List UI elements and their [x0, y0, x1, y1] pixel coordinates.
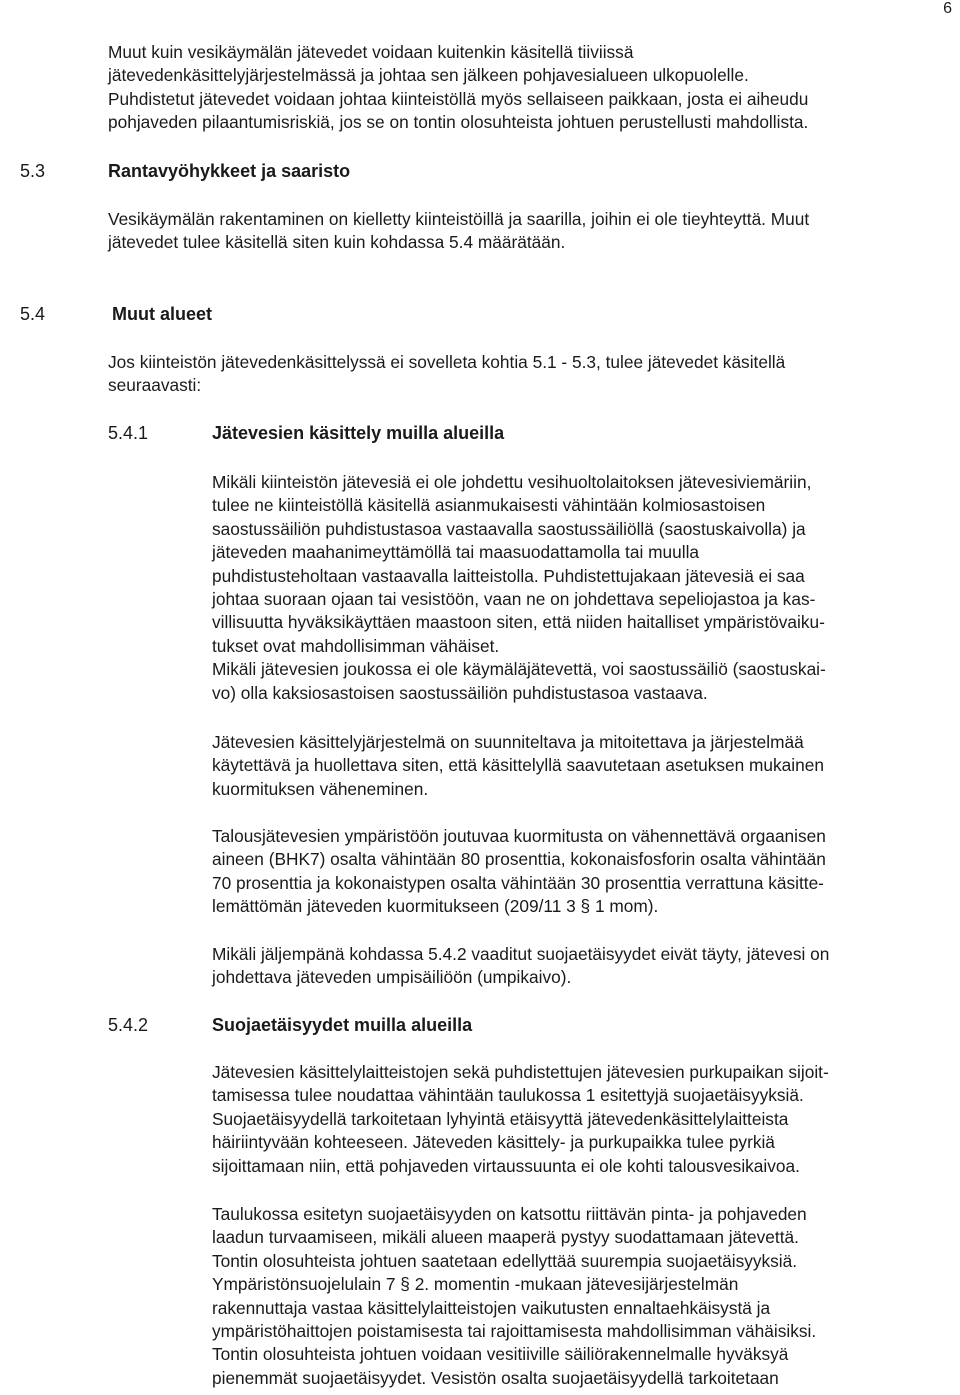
text-line: Muut kuin vesikäymälän jätevedet voidaan kuitenkin käsitellä tiiviissä [108, 42, 634, 62]
text-line: Talousjätevesien ympäristöön joutuvaa kuormitusta on vähennettävä orgaanisen [212, 826, 826, 846]
text-line: ympäristöhaittojen poistamisesta tai rajoittamisesta mahdollisimman vähäisiksi. [212, 1321, 817, 1342]
text-line: seuraavasti: [108, 375, 202, 396]
text-line: Mikäli jäljempänä kohdassa 5.4.2 vaaditut suojaetäisyydet eivät täyty, jätevesi on [212, 944, 830, 964]
text-line: häiriintyvään kohteeseen. Jäteveden käsittely- ja purkupaikka tulee pyrkiä [212, 1132, 775, 1153]
section-5-4-1-paragraph-4 [212, 943, 829, 990]
text-line: Mikäli kiinteistön jätevesiä ei ole johdettu vesihuoltolaitoksen jätevesiviemäriin, [212, 472, 812, 492]
text-line: käytettävä ja huollettava siten, että käsittelyllä saavutetaan asetuksen mukainen [212, 755, 824, 776]
section-title: Muut alueet [112, 304, 213, 324]
text-line: Jätevesien käsittelyjärjestelmä on suunniteltava ja mitoitettava ja järjestelmää [212, 732, 804, 752]
heading-5-4-1 [108, 422, 708, 446]
page-number: 6 [943, 0, 952, 17]
section-5-4-1-paragraph-3 [212, 825, 826, 919]
section-title: Rantavyöhykkeet ja saaristo [108, 161, 351, 181]
text-line: jätevedet tulee käsitellä siten kuin kohdassa 5.4 määrätään. [108, 232, 566, 253]
text-line: jäteveden maahanimeyttämöllä tai maasuodattamolla tai muulla [212, 542, 700, 563]
section-5-4-2-paragraph-1 [212, 1061, 829, 1178]
text-line: tukset ovat mahdollisimman vähäiset. [212, 635, 500, 656]
text-line: 70 prosenttia ja kokonaistypen osalta vähintään 30 prosenttia verrattuna käsitte- [212, 872, 824, 893]
text-line: tamisessa tulee noudattaa vähintään taulukossa 1 esitettyjä suojaetäisyyksiä. [212, 1085, 804, 1106]
section-5-4-1-paragraph-1 [212, 471, 826, 705]
text-line: saostussäiliön puhdistustasoa vastaavalla saostussäiliöllä (saostuskaivolla) ja [212, 518, 806, 539]
text-line: puhdistusteholtaan vastaavalla laitteistolla. Puhdistettujakaan jätevesiä ei saa [212, 565, 805, 586]
heading-5-4 [20, 303, 620, 327]
text-line: Taulukossa esitetyn suojaetäisyyden on katsottu riittävän pinta- ja pohjaveden [212, 1204, 807, 1224]
text-line: pienemmät suojaetäisyydet. Vesistön osalta suojaetäisyydellä tarkoitetaan [212, 1367, 779, 1388]
section-number: 5.4.2 [108, 1015, 149, 1035]
text-line: tulee ne kiinteistöllä käsitellä asianmukaisesti vähintään kolmiosastoisen [212, 495, 766, 516]
text-line: Tontin olosuhteista johtuen voidaan vesitiiville säiliörakennelmalle hyväksyä [212, 1344, 789, 1365]
section-number: 5.3 [20, 161, 46, 181]
section-5-4-2-paragraph-2 [212, 1203, 816, 1390]
text-line: vo) olla kaksiosastoisen saostussäiliön puhdistustasoa vastaava. [212, 682, 708, 703]
section-5-4-body [108, 351, 785, 398]
text-line: lemättömän jäteveden kuormitukseen (209/11 3 § 1 mom). [212, 896, 659, 917]
text-line: jätevedenkäsittelyjärjestelmässä ja johtaa sen jälkeen pohjavesialueen ulkopuolelle. [108, 65, 749, 86]
intro-paragraph [108, 41, 808, 135]
text-line: johtaa suoraan ojaan tai vesistöön, vaan ne on johdettava sepeliojastoa ja kas- [212, 589, 816, 610]
text-line: villisuutta hyväksikäyttäen maastoon siten, että niiden haitalliset ympäristövaiku- [212, 612, 825, 633]
section-5-4-1-paragraph-2 [212, 731, 824, 801]
section-5-3-body [108, 208, 809, 255]
text-line: Mikäli jätevesien joukossa ei ole käymäläjätevettä, voi saostussäiliö (saostuskai- [212, 659, 826, 680]
text-line: Tontin olosuhteista johtuen saatetaan edellyttää suurempia suojaetäisyyksiä. [212, 1250, 798, 1271]
text-line: Jätevesien käsittelylaitteistojen sekä puhdistettujen jätevesien purkupaikan sijoit- [212, 1062, 829, 1082]
text-line: sijoittamaan niin, että pohjaveden virtaussuunta ei ole kohti talousvesikaivoa. [212, 1155, 800, 1176]
text-line: Puhdistetut jätevedet voidaan johtaa kiinteistöllä myös sellaiseen paikkaan, josta ei aiheudu [108, 88, 809, 109]
heading-5-3 [20, 160, 620, 184]
section-title: Jätevesien käsittely muilla alueilla [212, 423, 505, 443]
text-line: aineen (BHK7) osalta vähintään 80 prosenttia, kokonaisfosforin osalta vähintään [212, 849, 826, 870]
text-line: laadun turvaamiseen, mikäli alueen maaperä pystyy suodattamaan jätevettä. [212, 1227, 799, 1248]
section-title: Suojaetäisyydet muilla alueilla [212, 1015, 473, 1035]
section-number: 5.4.1 [108, 423, 149, 443]
text-line: Jos kiinteistön jätevedenkäsittelyssä ei sovelleta kohtia 5.1 - 5.3, tulee jätevedet käsitellä [108, 352, 786, 372]
text-line: kuormituksen väheneminen. [212, 778, 429, 799]
text-line: rakennuttaja vastaa käsittelylaitteistojen vaikutusten ennaltaehkäisystä ja [212, 1297, 771, 1318]
text-line: Ympäristönsuojelulain 7 § 2. momentin -mukaan jätevesijärjestelmän [212, 1274, 739, 1295]
section-number: 5.4 [20, 304, 46, 324]
text-line: Suojaetäisyydellä tarkoitetaan lyhyintä etäisyyttä jätevedenkäsittelylaitteista [212, 1108, 789, 1129]
text-line: pohjaveden pilaantumisriskiä, jos se on tontin olosuhteista johtuen perustellusti mahdollista. [108, 112, 809, 133]
text-line: Vesikäymälän rakentaminen on kielletty kiinteistöillä ja saarilla, joihin ei ole tieyhteyttä. Muut [108, 209, 810, 229]
text-line: johdettava jäteveden umpisäiliöön (umpikaivo). [212, 967, 572, 988]
heading-5-4-2 [108, 1014, 708, 1038]
